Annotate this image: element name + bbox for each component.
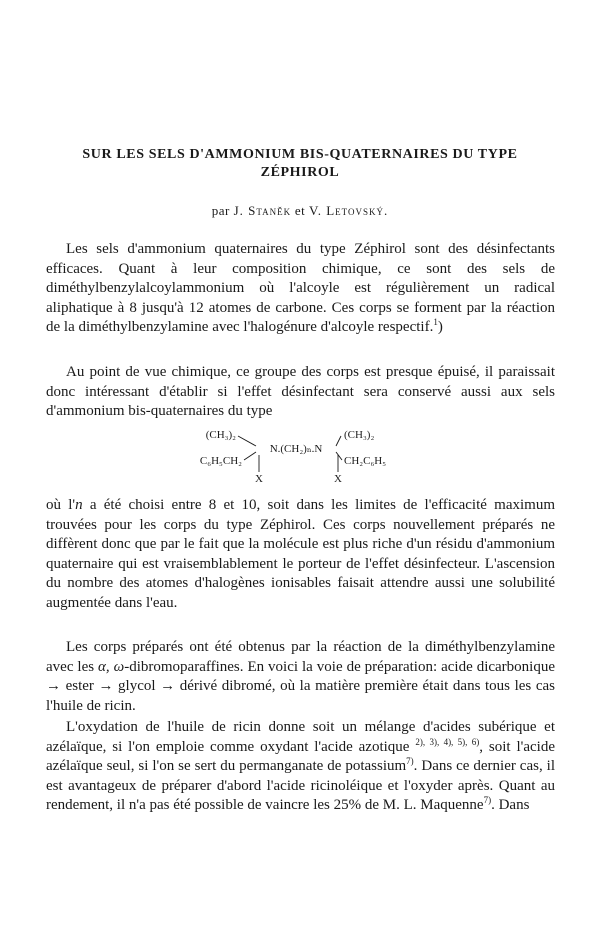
footnote-refs-2-6: 2), 3), 4), 5), 6) <box>415 736 480 747</box>
formula-left-methyl: (CH₃)₂ <box>205 429 236 441</box>
chemical-formula <box>186 424 406 484</box>
paragraph-2 <box>46 363 555 422</box>
author-line <box>0 203 600 219</box>
paragraph-4-text-a: Les corps préparés ont été obtenus par la réaction de la diméthylbenzylamine avec les <box>46 639 555 675</box>
footnote-ref-1: 1 <box>433 317 438 328</box>
paragraph-2-text: Au point de vue chimique, ce groupe des corps est presque épuisé, il paraissait donc intéressant d'établir si l'effet désinfectant sera conservé aussi aux sels d'ammonium bis-quaternaires du type <box>46 364 555 420</box>
article-title <box>40 146 560 182</box>
paragraph-1: Les sels d'ammonium quaternaires du type Zéphirol sont des désinfectants efficaces. Quant à leur composition chimique, ce sont des sels de diméthylbenzylalcoylammonium où l'alcoyle est régulièrement un radical aliphatique à 8 jusqu'à 12 atomes de carbone. Ces corps se forment par la réaction de la diméthylbenzylamine avec l'halogénure d'alcoyle respectif.$^1$) <box>46 241 555 336</box>
paragraph-5-text-a: L'oxydation de l'huile de ricin donne soit un mélange d'acides subérique et azélaïque, si l'on emploie comme oxydant l'acide azotique <box>46 719 555 755</box>
paragraph-4 <box>46 638 555 716</box>
alpha-omega-symbol: α, ω <box>98 658 125 675</box>
paragraph-5 <box>46 718 555 816</box>
title-line-2: ZÉPHIROL <box>260 165 340 180</box>
bond-left-upper <box>238 436 256 446</box>
paragraph-4-text-b: -dibromoparaffines. En voici la voie de préparation: acide dicarbonique → ester → glycol → dérivé dibromé, où la matière première était dans tous les cas l'huile de ricin. <box>46 658 555 714</box>
paragraph-3 <box>46 496 555 614</box>
formula-halogen-left: X <box>255 473 263 484</box>
author-prefix: par <box>211 203 230 218</box>
formula-right-methyl: (CH₃)₂ <box>344 429 375 441</box>
author-name-1: J. Staněk <box>233 203 292 218</box>
paragraph-5-text-b: , soit l'acide azélaïque seul, si l'on se sert du permanganate de potassium <box>46 738 555 775</box>
formula-center-chain: N.(CH₂)ₙ.N <box>269 443 323 455</box>
bond-right-lower <box>336 452 342 460</box>
author-name-2: V. Letovský. <box>309 203 389 218</box>
paragraph-5-text-d: . Dans <box>491 797 530 814</box>
variable-n: n <box>75 497 83 513</box>
paragraph-1-text: Les sels d'ammonium quaternaires du type Zéphirol sont des désinfectants efficaces. Quant à leur composition chimique, ce sont des sels de diméthylbenzylalcoylammonium où l'alcoyle est régulièrement un radical aliphatique à 8 jusqu'à 12 atomes de carbone. Ces corps se forment par la réaction de la diméthylbenzylamine avec l'halogénure d'alcoyle respectif. <box>46 241 555 336</box>
paragraph-3-text-a: où l' <box>46 497 76 513</box>
paragraph-3-text-b: a été choisi entre 8 et 10, soit dans les limites de l'efficacité maximum trouvées pour les corps du type Zéphirol. Ces corps nouvellement préparés ne diffèrent donc que par le fait que la molécule est plus riche d'un résidu d'ammonium quaternaire qui est vraisemblablement le porteur de l'effet désinfecteur. L'ascension du nombre des atomes d'halogènes ionisables faisait attendre aussi une solubilité augmentée dans l'eau. <box>46 497 555 611</box>
formula-left-benzyl: C₆H₅CH₂ <box>199 455 242 467</box>
footnote-ref-7a: 7) <box>406 756 414 767</box>
formula-halogen-right: X <box>334 473 342 484</box>
title-line-1: SUR LES SELS D'AMMONIUM BIS-QUATERNAIRES DU TYPE <box>82 147 518 162</box>
author-conjunction: et <box>294 203 306 218</box>
paragraph-5-text-c: . Dans ce dernier cas, il est avantageux de préparer d'abord l'acide ricinoléique et l'oxyder après. Quant au rendement, il n'a pas été possible de vaincre les 25% de M. L. Maquenne <box>46 758 555 814</box>
formula-right-benzyl: CH₂C₆H₅ <box>344 455 387 467</box>
bond-left-lower <box>244 452 256 460</box>
footnote-ref-7b: 7) <box>483 795 492 806</box>
bond-right-upper <box>336 436 341 446</box>
